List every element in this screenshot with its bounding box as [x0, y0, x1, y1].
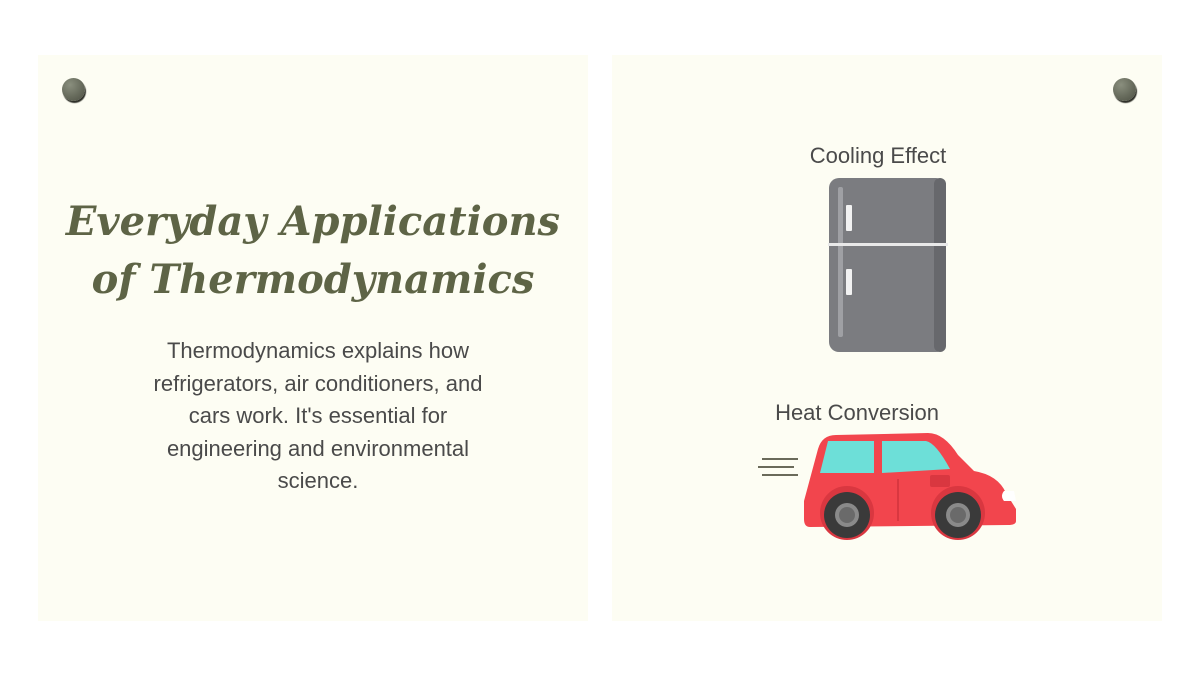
car-icon [758, 431, 1020, 541]
title-line-1: Everyday Applications [65, 198, 561, 245]
refrigerator-icon [828, 177, 948, 353]
heat-conversion-label: Heat Conversion [775, 400, 939, 425]
cooling-effect-label: Cooling Effect [809, 143, 947, 168]
title-line-2: of Thermodynamics [91, 256, 535, 303]
pin-icon [62, 78, 85, 101]
pin-icon [1113, 78, 1136, 101]
left-note-card [38, 55, 588, 621]
page-title [38, 193, 588, 309]
description: Thermodynamics explains how refrigerators, air conditioners, and cars work. It's essential for engineering and environmental science. [153, 338, 483, 493]
right-note-card [612, 55, 1162, 621]
